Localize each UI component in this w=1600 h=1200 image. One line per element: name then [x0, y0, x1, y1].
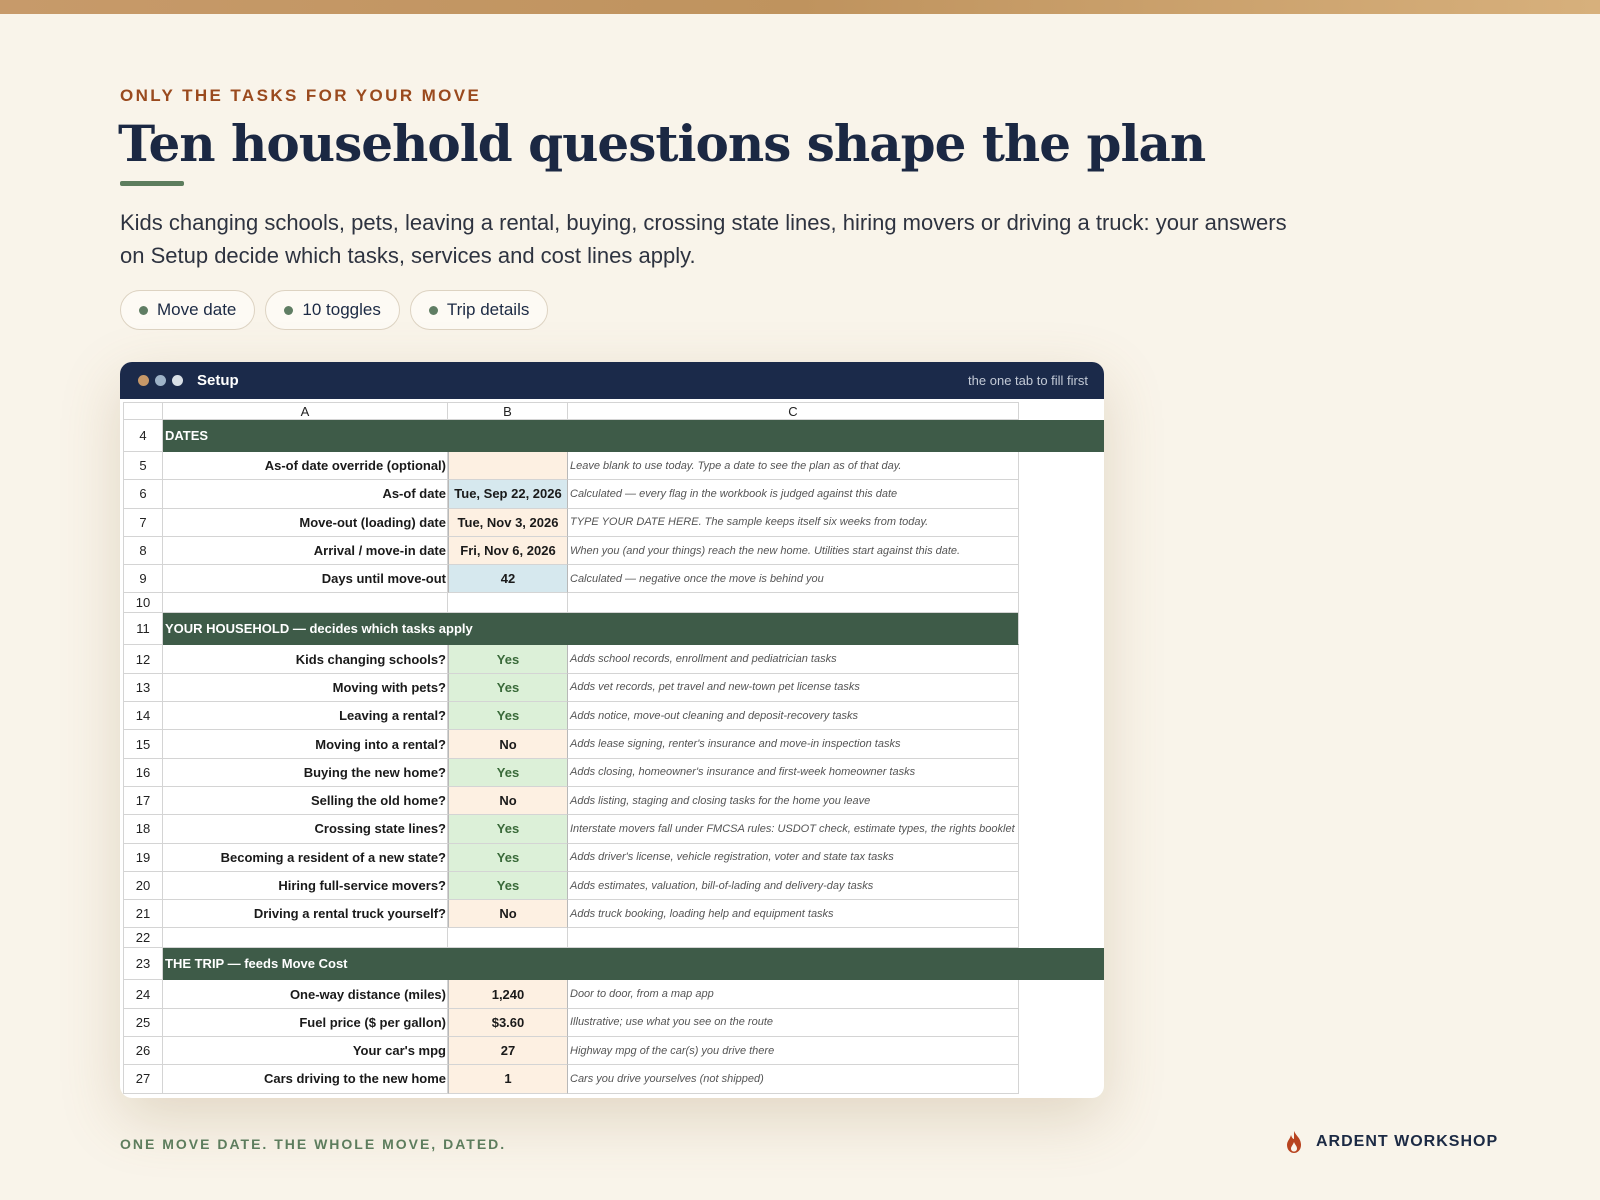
row-number[interactable]: 9 — [123, 565, 163, 593]
value-cell[interactable]: 1 — [448, 1065, 568, 1093]
row-label[interactable]: Fuel price ($ per gallon) — [163, 1009, 448, 1037]
top-accent-bar — [0, 0, 1600, 14]
row-label[interactable]: Crossing state lines? — [163, 815, 448, 843]
value-cell[interactable]: Tue, Sep 22, 2026 — [448, 480, 568, 508]
table-row — [123, 1009, 1104, 1037]
blank-row — [123, 593, 1104, 613]
value-cell[interactable]: 42 — [448, 565, 568, 593]
row-number[interactable]: 23 — [123, 948, 163, 980]
note-cell[interactable]: Highway mpg of the car(s) you drive there — [568, 1037, 1019, 1065]
row-number[interactable]: 10 — [123, 593, 163, 613]
spreadsheet-grid — [123, 402, 1104, 1094]
row-number[interactable]: 22 — [123, 928, 163, 948]
value-cell[interactable]: Tue, Nov 3, 2026 — [448, 509, 568, 537]
cell-c[interactable] — [568, 928, 1019, 948]
row-number[interactable]: 20 — [123, 872, 163, 900]
table-row — [123, 674, 1104, 702]
note-cell[interactable]: Adds notice, move-out cleaning and deposit-recovery tasks — [568, 702, 1019, 730]
row-number[interactable]: 12 — [123, 645, 163, 673]
bullet-dot-icon — [139, 306, 148, 315]
table-row — [123, 645, 1104, 673]
note-cell[interactable]: Adds listing, staging and closing tasks for the home you leave — [568, 787, 1019, 815]
row-number[interactable]: 21 — [123, 900, 163, 928]
value-cell[interactable]: Yes — [448, 759, 568, 787]
row-label[interactable]: As-of date — [163, 480, 448, 508]
note-cell[interactable]: Calculated — negative once the move is behind you — [568, 565, 1019, 593]
column-header-b[interactable]: B — [448, 402, 568, 420]
value-cell[interactable]: Yes — [448, 872, 568, 900]
row-number[interactable]: 6 — [123, 480, 163, 508]
section-row-household — [123, 613, 1104, 645]
sheet-tab-note: the one tab to fill first — [968, 373, 1088, 388]
table-row — [123, 815, 1104, 843]
footer-brand — [1284, 1130, 1498, 1154]
cell-b[interactable] — [448, 593, 568, 613]
title-underline — [120, 181, 184, 186]
window-close-icon[interactable] — [138, 375, 149, 386]
row-label[interactable]: Moving with pets? — [163, 674, 448, 702]
table-row — [123, 509, 1104, 537]
note-cell[interactable]: When you (and your things) reach the new home. Utilities start against this date. — [568, 537, 1019, 565]
brand-name: ARDENT WORKSHOP — [1316, 1133, 1499, 1150]
table-row — [123, 844, 1104, 872]
row-number[interactable]: 14 — [123, 702, 163, 730]
row-number[interactable]: 16 — [123, 759, 163, 787]
row-label[interactable]: Buying the new home? — [163, 759, 448, 787]
table-row — [123, 730, 1104, 758]
value-cell[interactable]: Yes — [448, 645, 568, 673]
corner-cell[interactable] — [123, 402, 163, 420]
pill-label: 10 toggles — [302, 300, 381, 319]
row-number[interactable]: 11 — [123, 613, 163, 645]
note-cell[interactable]: Calculated — every flag in the workbook is judged against this date — [568, 480, 1019, 508]
value-cell[interactable]: Yes — [448, 815, 568, 843]
pill-label: Move date — [157, 300, 237, 319]
row-number[interactable]: 18 — [123, 815, 163, 843]
value-cell[interactable]: 27 — [448, 1037, 568, 1065]
note-cell[interactable]: Illustrative; use what you see on the route — [568, 1009, 1019, 1037]
value-cell[interactable]: No — [448, 900, 568, 928]
value-cell[interactable]: Fri, Nov 6, 2026 — [448, 537, 568, 565]
table-row — [123, 537, 1104, 565]
spreadsheet-window — [120, 362, 1104, 1098]
row-number[interactable]: 25 — [123, 1009, 163, 1037]
window-maximize-icon[interactable] — [172, 375, 183, 386]
table-row — [123, 480, 1104, 508]
value-cell[interactable]: No — [448, 787, 568, 815]
cell-a[interactable] — [163, 928, 448, 948]
pill-trip-details — [410, 290, 549, 330]
column-header-a[interactable]: A — [163, 402, 448, 420]
row-label[interactable]: Arrival / move-in date — [163, 537, 448, 565]
note-cell[interactable]: Adds truck booking, loading help and equipment tasks — [568, 900, 1019, 928]
bullet-dot-icon — [429, 306, 438, 315]
value-cell[interactable]: No — [448, 730, 568, 758]
note-cell[interactable]: Adds driver's license, vehicle registration, voter and state tax tasks — [568, 844, 1019, 872]
table-row — [123, 980, 1104, 1008]
note-cell[interactable]: Door to door, from a map app — [568, 980, 1019, 1008]
value-cell[interactable]: Yes — [448, 674, 568, 702]
table-row — [123, 452, 1104, 480]
table-row — [123, 787, 1104, 815]
note-cell[interactable]: Adds school records, enrollment and pediatrician tasks — [568, 645, 1019, 673]
table-row — [123, 702, 1104, 730]
row-number[interactable]: 26 — [123, 1037, 163, 1065]
section-header-household[interactable]: YOUR HOUSEHOLD — decides which tasks apply — [163, 613, 1019, 645]
note-cell[interactable]: Cars you drive yourselves (not shipped) — [568, 1065, 1019, 1093]
cell-c[interactable] — [568, 593, 1019, 613]
row-number[interactable]: 7 — [123, 509, 163, 537]
table-row — [123, 565, 1104, 593]
footer-tagline: ONE MOVE DATE. THE WHOLE MOVE, DATED. — [120, 1136, 507, 1152]
row-label[interactable]: Days until move-out — [163, 565, 448, 593]
section-header-dates[interactable]: DATES — [163, 420, 1104, 452]
column-header-c[interactable]: C — [568, 402, 1019, 420]
pill-label: Trip details — [446, 300, 530, 319]
table-row — [123, 759, 1104, 787]
row-number[interactable]: 15 — [123, 730, 163, 758]
feature-pills — [120, 290, 548, 330]
row-label[interactable]: As-of date override (optional) — [163, 452, 448, 480]
eyebrow: ONLY THE TASKS FOR YOUR MOVE — [120, 86, 482, 105]
sheet-tab-title: Setup — [197, 372, 239, 389]
cell-a[interactable] — [163, 593, 448, 613]
window-titlebar — [120, 362, 1104, 399]
value-cell[interactable]: $3.60 — [448, 1009, 568, 1037]
row-label[interactable]: Moving into a rental? — [163, 730, 448, 758]
row-label[interactable]: Move-out (loading) date — [163, 509, 448, 537]
section-header-trip[interactable]: THE TRIP — feeds Move Cost — [163, 948, 1104, 980]
row-label[interactable]: Leaving a rental? — [163, 702, 448, 730]
row-label[interactable]: Becoming a resident of a new state? — [163, 844, 448, 872]
row-label[interactable]: Cars driving to the new home — [163, 1065, 448, 1093]
cell-b[interactable] — [448, 928, 568, 948]
note-cell[interactable]: TYPE YOUR DATE HERE. The sample keeps itself six weeks from today. — [568, 509, 1019, 537]
row-label[interactable]: Kids changing schools? — [163, 645, 448, 673]
window-minimize-icon[interactable] — [155, 375, 166, 386]
section-row-dates — [123, 420, 1104, 452]
row-number[interactable]: 4 — [123, 420, 163, 452]
row-number[interactable]: 19 — [123, 844, 163, 872]
blank-row — [123, 928, 1104, 948]
page-title: Ten household questions shape the plan — [118, 114, 1206, 173]
note-cell[interactable]: Adds closing, homeowner's insurance and first-week homeowner tasks — [568, 759, 1019, 787]
note-cell[interactable]: Leave blank to use today. Type a date to see the plan as of that day. — [568, 452, 1019, 480]
row-label[interactable]: Selling the old home? — [163, 787, 448, 815]
row-number[interactable]: 17 — [123, 787, 163, 815]
table-row — [123, 900, 1104, 928]
row-number[interactable]: 8 — [123, 537, 163, 565]
note-cell[interactable]: Adds vet records, pet travel and new-town pet license tasks — [568, 674, 1019, 702]
table-row — [123, 1037, 1104, 1065]
pill-move-date — [120, 290, 255, 330]
row-number[interactable]: 24 — [123, 980, 163, 1008]
pill-toggles — [265, 290, 399, 330]
note-cell[interactable]: Interstate movers fall under FMCSA rules: USDOT check, estimate types, the rights booklet — [568, 815, 1019, 843]
row-number[interactable]: 13 — [123, 674, 163, 702]
value-cell[interactable] — [448, 452, 568, 480]
bullet-dot-icon — [284, 306, 293, 315]
row-label[interactable]: Your car's mpg — [163, 1037, 448, 1065]
flame-icon — [1284, 1130, 1304, 1154]
lede-paragraph: Kids changing schools, pets, leaving a rental, buying, crossing state lines, hiring movers or driving a truck: your answers on Setup decide which tasks, services and cost lines apply. — [120, 210, 1287, 268]
column-header-row — [123, 402, 1104, 420]
value-cell[interactable]: Yes — [448, 702, 568, 730]
value-cell[interactable]: Yes — [448, 844, 568, 872]
section-row-trip — [123, 948, 1104, 980]
row-label[interactable]: Hiring full-service movers? — [163, 872, 448, 900]
row-number[interactable]: 5 — [123, 452, 163, 480]
note-cell[interactable]: Adds estimates, valuation, bill-of-lading and delivery-day tasks — [568, 872, 1019, 900]
note-cell[interactable]: Adds lease signing, renter's insurance and move-in inspection tasks — [568, 730, 1019, 758]
value-cell[interactable]: 1,240 — [448, 980, 568, 1008]
table-row — [123, 872, 1104, 900]
row-label[interactable]: One-way distance (miles) — [163, 980, 448, 1008]
table-row — [123, 1065, 1104, 1093]
row-number[interactable]: 27 — [123, 1065, 163, 1093]
row-label[interactable]: Driving a rental truck yourself? — [163, 900, 448, 928]
